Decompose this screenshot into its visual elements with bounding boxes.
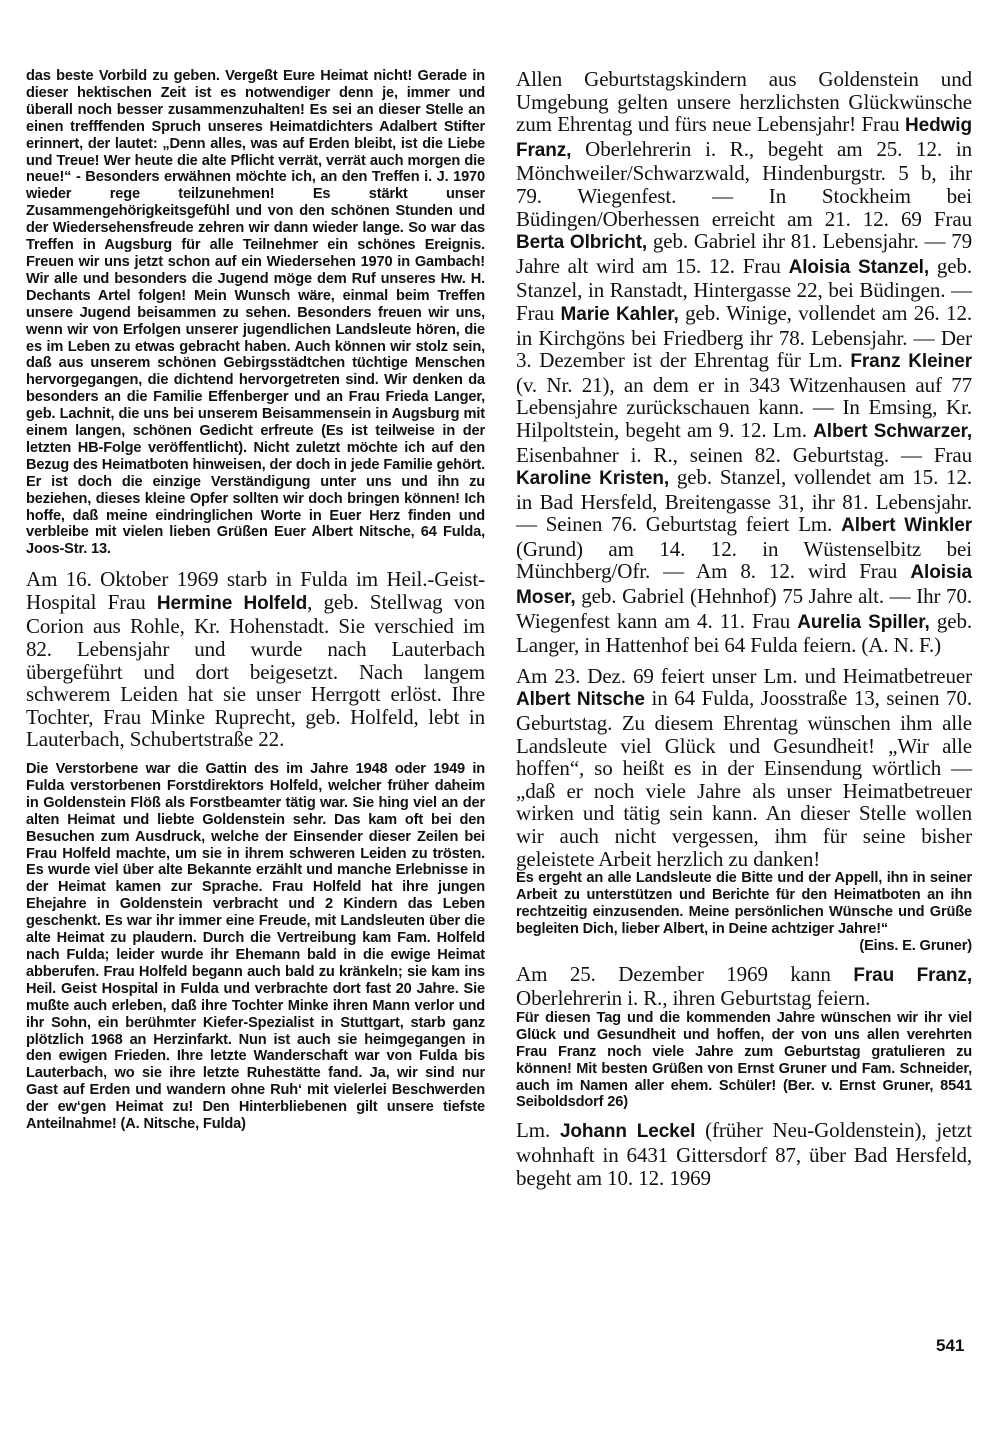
- leckel-name: Johann Leckel: [559, 1121, 696, 1143]
- left-column: [26, 68, 485, 1133]
- birthday-name: Aurelia Spiller,: [797, 611, 930, 633]
- obituary-text-2: , geb. Stellwag von Corion aus Rohle, Kr. Hohenstadt. Sie verschied im 82. Lebensjahr und wurde nach Lauterbach übergeführt und dort beigesetzt. Nach langem schwerem Leiden hat sie unser Herrgott erlöst. Ihre Tochter, Frau Minke Ruprecht, geb. Holfeld, lebt in Lauterbach, Schubertstraße 22.: [26, 589, 485, 752]
- appeal-signature: (Eins. E. Gruner): [859, 937, 972, 954]
- nitsche-text-1: Am 23. Dez. 69 feiert unser Lm. und Heimatbetreuer: [516, 663, 972, 688]
- birthday-name: Karoline Kristen,: [516, 468, 670, 490]
- birthday-text: geb. Stanzel, vollendet am 15. 12. in Bad Hersfeld, Breitengasse 31, ihr 81. Lebensjahr. — Seinen 76. Geburtstag feiert Lm.: [516, 465, 972, 537]
- birthday-text: (Grund) am 14. 12. in Wüstenselbitz bei Münchberg/Ofr. — Am 8. 12. wird Frau: [516, 536, 972, 584]
- nitsche-birthday: [516, 665, 972, 870]
- franz-text-2: Oberlehrerin i. R., ihren Geburtstag feiern.: [516, 986, 871, 1011]
- franz-greeting: Für diesen Tag und die kommenden Jahre wünschen wir ihr viel Glück und Gesundheit und hoffen, der von uns allen verehrten Frau Franz noch viele Jahre zum Geburtstag gratulieren zu können! Mit besten Grüßen von Ernst Gruner und Fam. Schneider, auch im Namen aller ehem. Schüler! (Ber. v. Ernst Gruner, 8541 Seiboldsdorf 26): [516, 1009, 972, 1111]
- birthday-text: geb. Stanzel, in Ranstadt, Hintergasse 22, bei Büdingen. — Frau: [516, 253, 972, 325]
- leckel-birthday: [516, 1119, 972, 1189]
- birthday-name: Albert Winkler: [841, 515, 972, 537]
- franz-birthday: [516, 963, 972, 1010]
- birthday-name: Hedwig Franz,: [516, 115, 972, 161]
- appeal-paragraph: [516, 870, 972, 938]
- appeal-text-1: Es ergeht an alle Landsleute die Bitte und der Appell, ihn in seiner Arbeit zu unterstützen und Berichte für den Heimatboten an ihn: [516, 870, 972, 904]
- birthday-name: Franz Kleiner: [850, 351, 972, 373]
- birthday-text: Allen Geburtstagskindern aus Goldenstein und Umgebung gelten unsere herzlichsten Glückwünsche zum Ehrentag und fürs neue Lebensjahr! Frau: [516, 67, 972, 137]
- letter-text: das beste Vorbild zu geben. Vergeßt Eure Heimat nicht! Gerade in dieser hektischen Zeit ist es notwendiger denn je, immer und überall noch besser zusammenzuhalten! Es sei an dieser Stelle an einen trefffenden Spruch unseres Heimatdichters Adalbert Stifter erinnert, der lautet: „Denn alles, was auf Erden bleibt, ist die Liebe und Treue! Wer heute die alte Pflicht verrät, verrät auch morgen die neue!“ - Besonders erwähnen möchte ich, an den Treffen i. J. 1970 wieder rege teilzunehmen! Es stärkt unser Zusammengehörigkeitsgefühl und von den schönen Stunden und der Wiedersehensfreude zehren wir dann wieder lange. So war das Treffen in Augsburg für alle Teilnehmer ein schönes Ereignis. Freuen wir uns jetzt schon auf ein Wiedersehen 1970 in Gambach! Wir alle und besonders die Jugend möge dem Ruf unseres Hw. H. Dechants Artel folgen! Mein Wunsch wäre, einmal beim Treffen unsere Jugend beisammen zu sehen. Besonders freuen wir uns, wenn wir von Erfolgen unserer jugendlichen Landsleute hören, die es im Leben zu etwas gebracht haben. Auch können wir stolz sein, daß aus unserem schönen Gebirgsstädtchen tüchtige Menschen hervorgegangen, die dichtend hervorgetreten sind. Wir denken da besonders an die Familie Effenberger und an Frau Frieda Langer, geb. Lachnit, die uns bei unserem Beisammensein in Augsburg mit einem langen, schönen Gedicht erfreute (Es ist teilweise in der letzten HB-Folge veröffentlicht). Nicht zuletzt möchte ich auf den Bezug des Heimatboten hinweisen, der doch in jede Familie gehört. Er ist doch die einzige Verständigung unter uns und ihn zu beziehen, dieses kleine Opfer sollten wir doch bringen können! Ich hoffe, daß meine eindringlichen Worte in Euer Herz finden und verbleibe mit vielen lieben Grüßen Euer: [26, 68, 485, 541]
- obituary-name: Hermine Holfeld: [156, 592, 308, 614]
- leckel-text-2: (früher Neu-Goldenstein), jetzt wohnhaft in 6431 Gittersdorf 87, über Bad Hersfeld, begeht am 10. 12. 1969: [516, 1118, 972, 1190]
- birthday-text: geb. Gabriel (Hehnhof) 75 Jahre alt. — Ihr 70. Wiegenfest kann am 4. 11. Frau: [516, 584, 972, 633]
- obituary-announcement: [26, 568, 485, 751]
- obituary-text-1: Am 16. Oktober 1969 starb in Fulda im Heil.-Geist-Hospital Frau: [26, 567, 485, 614]
- page-number: 541: [936, 1336, 965, 1355]
- letter-author-name: Albert Nitsche: [311, 524, 411, 541]
- birthday-text: geb. Winige, vollendet am 26. 12. in Kirchgöns bei Friedberg ihr 78. Lebensjahr. — Der 3. Dezember ist der Ehrentag für Lm.: [516, 300, 973, 373]
- nitsche-name: Albert Nitsche: [516, 689, 645, 711]
- birthday-text: Eisenbahner i. R., seinen 82. Geburtstag. — Frau: [516, 442, 972, 467]
- birthday-name: Marie Kahler,: [560, 303, 679, 325]
- appeal-emphasis: rechtzeitig: [516, 904, 588, 920]
- birthday-text: geb. Langer, in Hattenhof bei 64 Fulda feiern. (A. N. F.): [516, 608, 972, 658]
- birthday-name: Albert Schwarzer,: [813, 420, 973, 442]
- letter-author-address: , 64 Fulda, Joos-Str. 13.: [26, 524, 486, 558]
- leckel-text-1: Lm.: [516, 1118, 560, 1143]
- birthday-text: geb. Gabriel ihr 81. Lebensjahr. — 79 Jahre alt wird am 15. 12. Frau: [516, 229, 972, 278]
- birthday-name: Aloisia Stanzel,: [788, 256, 930, 278]
- birthday-greetings: [516, 68, 972, 657]
- birthday-name: Berta Olbricht,: [516, 232, 648, 254]
- birthday-text: Oberlehrerin i. R., begeht am 25. 12. in Mönchweiler/Schwarzwald, Hindenburgstr. 5 b, ihr 79. Wiegenfest. — In Stockheim bei Büdingen/Oberhessen erreicht am 21. 12. 69 Frau: [516, 136, 972, 231]
- birthday-name: Aloisia Moser,: [516, 562, 972, 609]
- appeal-text-2: einzusenden. Meine persönlichen Wünsche und Grüße begleiten Dich, lieber Albert, in Deine achtziger Jahre!“: [516, 904, 972, 937]
- right-column: [516, 68, 972, 1189]
- franz-text-1: Am 25. Dezember 1969 kann: [516, 961, 854, 986]
- obituary-detail: Die Verstorbene war die Gattin des im Jahre 1948 oder 1949 in Fulda verstorbenen Forstdirektors Holfeld, welcher früher daheim in Goldenstein Flöß als Forstbeamter tätig war. Sie hing viel an der alten Heimat und liebte Goldenstein sehr. Das kam oft bei den Besuchen zum Ausdruck, welche der Einsender dieser Zeilen bei Frau Holfeld machte, um sie in ihrem schweren Leiden zu trösten. Es wurde viel über alte Bekannte erzählt und manche Erlebnisse in der Heimat kamen zur Sprache. Frau Holfeld hat ihre jungen Ehejahre in Goldenstein verbracht und 2 Kindern das Leben geschenkt. Es war ihr immer eine Freude, mit Landsleuten über die alte Heimat zu plaudern. Durch die Vertreibung kam Fam. Holfeld nach Fulda; leider wurde ihr Ehemann bald in die ewige Heimat abberufen. Frau Holfeld begann auch bald zu kränkeln; sie kam ins Heil. Geist Hospital in Fulda und verbrachte dort fast 20 Jahre. Sie mußte auch erleben, daß ihre Tochter Minke ihren Mann verlor und ihr Sohn, ein berühmter Kiefer-Spezialist in Stuttgart, starb ganz plötzlich 1968 an Herzinfarkt. Nun ist auch sie heimgegangen in den ewigen Frieden. Ihre letzte Wanderschaft war von Fulda bis Lauterbach, wo sie ihre letzte Ruhestätte fand. Ja, wir sind nur Gast auf Erden und wandern ohne Ruh‘ mit vielerlei Beschwerden der ew‘gen Heimat zu! Den Hinterbliebenen gilt unsere tiefste Anteilnahme! (A. Nitsche, Fulda): [26, 761, 485, 1133]
- franz-name: Frau Franz,: [853, 964, 972, 986]
- birthday-text: (v. Nr. 21), an dem er in 343 Witzenhausen auf 77 Lebensjahre zurückschauen kann. — In Emsing, Kr. Hilpoltstein, begeht am 9. 12. Lm.: [516, 372, 972, 442]
- letter-paragraph: [26, 68, 485, 558]
- nitsche-text-2: in 64 Fulda, Joosstraße 13, seinen 70. Geburtstag. Zu diesem Ehrentag wünschen ihm alle Landsleute viel Glück und Gesundheit! „Wir alle hoffen“, so heißt es in der Einsendung wörtlich — „daß er noch viele Jahre als unser Heimatbetreuer wirken und tätig sein kann. An dieser Stelle wollen wir auch nicht vergessen, ihm für seine bisher geleistete Arbeit herzlich zu danken!: [516, 686, 972, 871]
